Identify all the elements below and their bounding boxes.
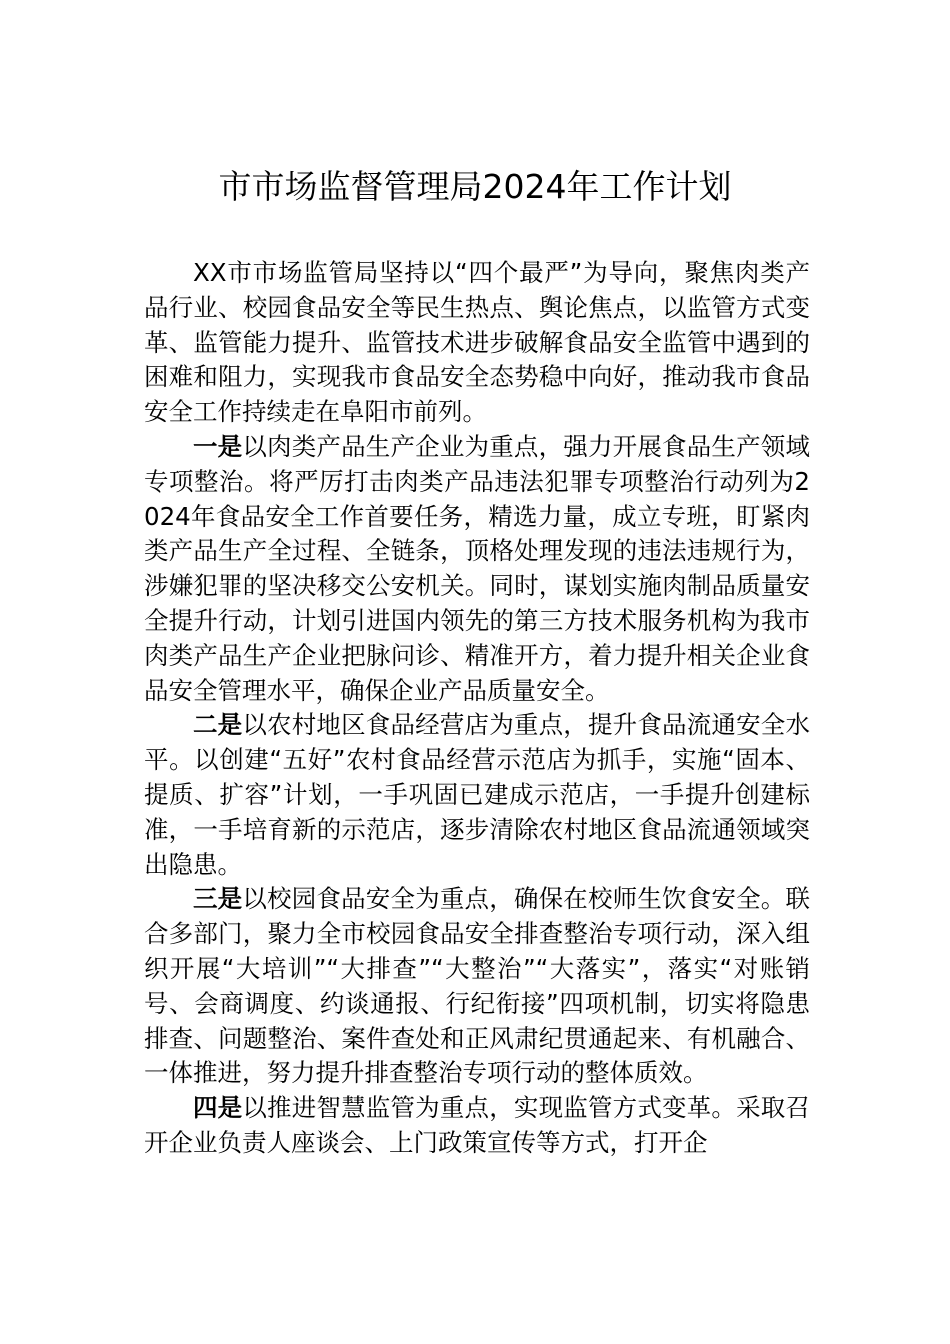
paragraph-text: 以推进智慧监管为重点，实现监管方式变革。采取召开企业负责人座谈会、上门政策宣传等方式，打开企 [144,1093,810,1157]
paragraph-lead: 三是 [193,884,243,914]
paragraph-lead: 二是 [193,710,243,740]
paragraph-item-3 [144,882,810,1091]
paragraph-item-2 [144,708,810,882]
paragraph-text: XX市市场监管局坚持以“四个最严”为导向，聚焦肉类产品行业、校园食品安全等民生热点、舆论焦点，以监管方式变革、监管能力提升、监管技术进步破解食品安全监管中遇到的困难和阻力，实现我市食品安全态势稳中向好，推动我市食品安全工作持续走在阜阳市前列。 [144,258,810,427]
paragraph-lead: 一是 [193,431,243,461]
paragraph-intro [144,256,810,430]
paragraph-text: 以校园食品安全为重点，确保在校师生饮食安全。联合多部门，聚力全市校园食品安全排查整治专项行动，深入组织开展“大培训”“大排查”“大整治”“大落实”，落实“对账销号、会商调度、约谈通报、行纪衔接”四项机制，切实将隐患排查、问题整治、案件查处和正风肃纪贯通起来、有机融合、一体推进，努力提升排查整治专项行动的整体质效。 [144,884,810,1088]
paragraph-item-4 [144,1091,810,1161]
paragraph-lead: 四是 [193,1093,243,1123]
paragraph-item-1 [144,430,810,708]
document-title: 市市场监督管理局2024年工作计划 [218,167,732,206]
document-body [144,256,810,1161]
paragraph-text: 以肉类产品生产企业为重点，强力开展食品生产领域专项整治。将严厉打击肉类产品违法犯罪专项整治行动列为2024年食品安全工作首要任务，精选力量，成立专班，盯紧肉类产品生产全过程、全链条，顶格处理发现的违法违规行为，涉嫌犯罪的坚决移交公安机关。同时，谋划实施肉制品质量安全提升行动，计划引进国内领先的第三方技术服务机构为我市肉类产品生产企业把脉问诊、精准开方，着力提升相关企业食品安全管理水平，确保企业产品质量安全。 [144,431,810,705]
paragraph-text: 以农村地区食品经营店为重点，提升食品流通安全水平。以创建“五好”农村食品经营示范店为抓手，实施“固本、提质、扩容”计划，一手巩固已建成示范店，一手提升创建标准，一手培育新的示范店，逐步清除农村地区食品流通领域突出隐患。 [144,710,810,879]
